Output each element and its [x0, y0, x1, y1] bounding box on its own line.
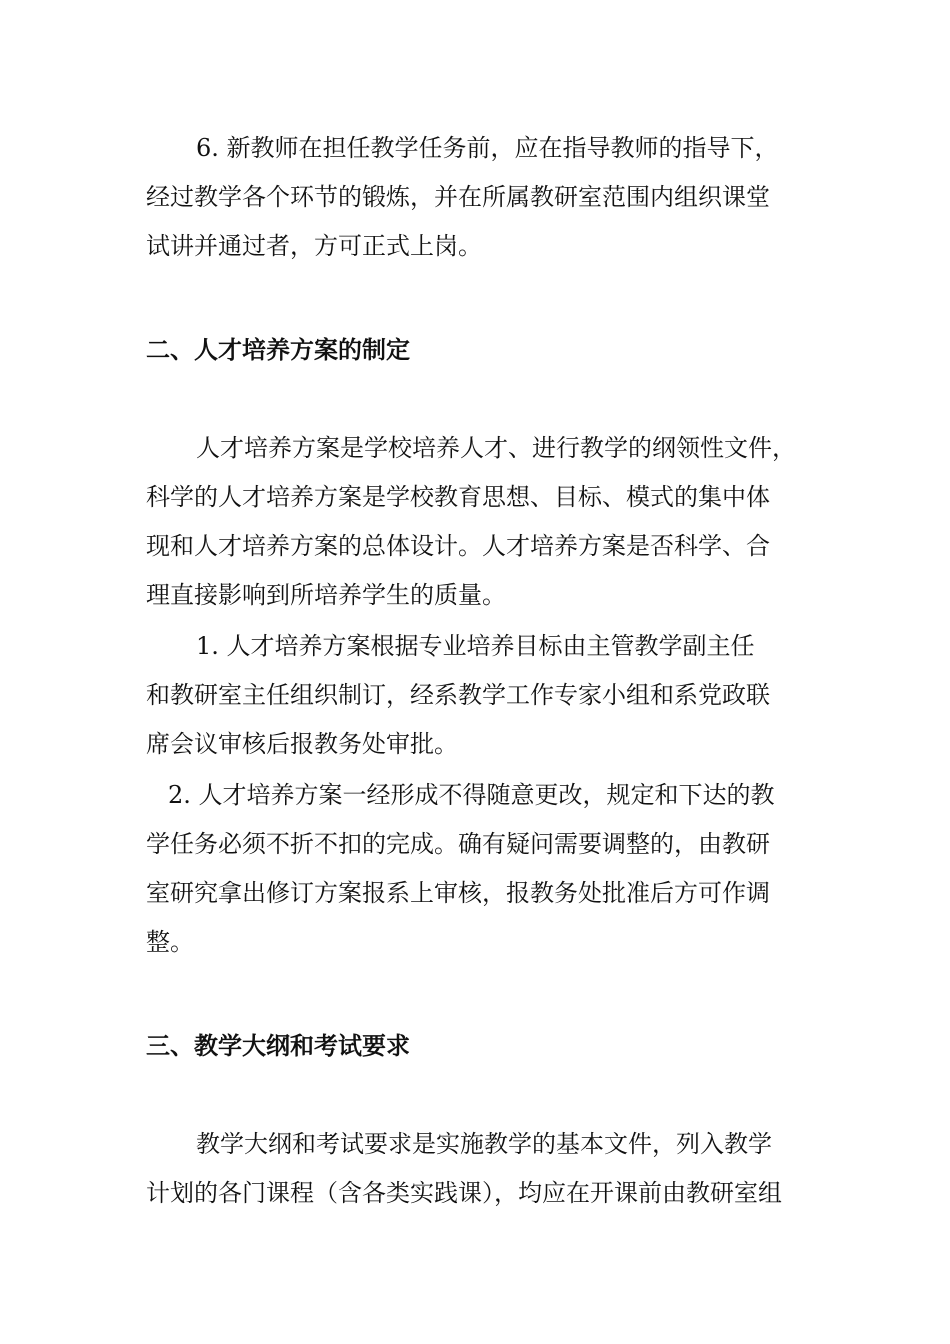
paragraph-outline	[146, 1120, 810, 1218]
text-line: 科学的人才培养方案是学校教育思想、目标、模式的集中体	[146, 483, 770, 511]
section-heading-2	[146, 325, 810, 374]
paragraph-intro	[146, 424, 810, 620]
paragraph-item-1	[146, 622, 810, 769]
text-line: 现和人才培养方案的总体设计。人才培养方案是否科学、合	[146, 532, 770, 560]
text-line: 和教研室主任组织制订，经系教学工作专家小组和系党政联	[146, 681, 770, 709]
text-line: 计划的各门课程（含各类实践课），均应在开课前由教研室组	[146, 1179, 782, 1207]
section-heading-3	[146, 1021, 810, 1070]
text-line: 教学大纲和考试要求是实施教学的基本文件，列入教学	[196, 1130, 772, 1158]
text-line: 人才培养方案是学校培养人才、进行教学的纲领性文件，	[196, 434, 796, 462]
heading-text: 二、人才培养方案的制定	[146, 335, 410, 364]
text-line: 整。	[146, 928, 194, 956]
paragraph-item-2	[146, 771, 810, 967]
text-line: 1. 人才培养方案根据专业培养目标由主管教学副主任	[196, 632, 755, 660]
text-line: 试讲并通过者，方可正式上岗。	[146, 232, 482, 260]
text-line: 理直接影响到所培养学生的质量。	[146, 581, 506, 609]
text-line: 学任务必须不折不扣的完成。确有疑问需要调整的，由教研	[146, 830, 770, 858]
text-line: 经过教学各个环节的锻炼，并在所属教研室范围内组织课堂	[146, 183, 770, 211]
text-line: 2. 人才培养方案一经形成不得随意更改，规定和下达的教	[168, 781, 775, 809]
paragraph-item-6	[146, 124, 810, 271]
text-line: 6. 新教师在担任教学任务前，应在指导教师的指导下，	[196, 134, 779, 162]
text-line: 室研究拿出修订方案报系上审核，报教务处批准后方可作调	[146, 879, 770, 907]
heading-text: 三、教学大纲和考试要求	[146, 1031, 410, 1060]
text-line: 席会议审核后报教务处审批。	[146, 730, 458, 758]
